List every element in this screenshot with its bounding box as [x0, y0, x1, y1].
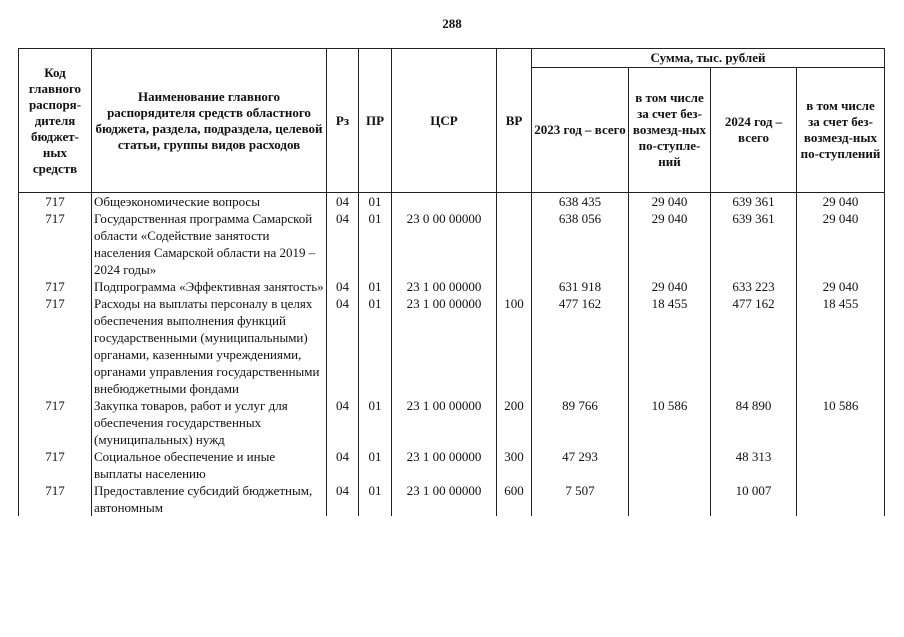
- row-vr: 100: [497, 295, 532, 397]
- header-rz: Рз: [327, 49, 359, 193]
- row-name: Подпрограмма «Эффективная занятость»: [92, 278, 327, 295]
- row-csr: 23 0 00 00000: [392, 210, 497, 278]
- row-2024-free: [797, 482, 885, 516]
- row-2023-free: 29 040: [629, 210, 711, 278]
- row-vr: [497, 278, 532, 295]
- table-row: [19, 482, 885, 516]
- table-row: [19, 448, 885, 482]
- row-2024-total: 84 890: [711, 397, 797, 448]
- row-2023-free: [629, 482, 711, 516]
- row-vr: 200: [497, 397, 532, 448]
- table-row: [19, 397, 885, 448]
- row-vr: [497, 193, 532, 211]
- row-csr: [392, 193, 497, 211]
- row-csr: 23 1 00 00000: [392, 482, 497, 516]
- header-sum: Сумма, тыс. рублей: [532, 49, 885, 68]
- row-vr: 300: [497, 448, 532, 482]
- row-2024-total: 639 361: [711, 210, 797, 278]
- row-name: Общеэкономические вопросы: [92, 193, 327, 211]
- header-pr: ПР: [359, 49, 392, 193]
- table-row: [19, 210, 885, 278]
- row-code: 717: [19, 193, 92, 211]
- row-pr: 01: [359, 278, 392, 295]
- row-name: Предоставление субсидий бюджетным, автономным: [92, 482, 327, 516]
- header-2023-total: 2023 год – всего: [532, 68, 629, 193]
- header-2023-free: в том числе за счет без-возмезд-ных по-ступле-ний: [629, 68, 711, 193]
- row-csr: 23 1 00 00000: [392, 278, 497, 295]
- row-2023-total: 47 293: [532, 448, 629, 482]
- row-2024-total: 10 007: [711, 482, 797, 516]
- row-2023-total: 477 162: [532, 295, 629, 397]
- row-pr: 01: [359, 448, 392, 482]
- row-rz: 04: [327, 482, 359, 516]
- row-rz: 04: [327, 295, 359, 397]
- row-2024-total: 477 162: [711, 295, 797, 397]
- row-code: 717: [19, 397, 92, 448]
- row-2024-total: 639 361: [711, 193, 797, 211]
- header-2024-total: 2024 год – всего: [711, 68, 797, 193]
- row-pr: 01: [359, 210, 392, 278]
- row-code: 717: [19, 295, 92, 397]
- row-name: Закупка товаров, работ и услуг для обеспечения государственных (муниципальных) нужд: [92, 397, 327, 448]
- row-pr: 01: [359, 193, 392, 211]
- row-2024-free: 29 040: [797, 193, 885, 211]
- row-name: Социальное обеспечение и иные выплаты населению: [92, 448, 327, 482]
- row-2023-total: 7 507: [532, 482, 629, 516]
- row-code: 717: [19, 448, 92, 482]
- row-rz: 04: [327, 448, 359, 482]
- row-2024-free: 29 040: [797, 210, 885, 278]
- table-row: [19, 278, 885, 295]
- row-2024-total: 48 313: [711, 448, 797, 482]
- row-2024-free: 10 586: [797, 397, 885, 448]
- row-rz: 04: [327, 210, 359, 278]
- table-row: [19, 295, 885, 397]
- row-2024-free: 29 040: [797, 278, 885, 295]
- row-code: 717: [19, 278, 92, 295]
- header-2024-free: в том числе за счет без-возмезд-ных по-ступлений: [797, 68, 885, 193]
- header-csr: ЦСР: [392, 49, 497, 193]
- budget-table: [18, 48, 885, 516]
- row-2023-free: 29 040: [629, 278, 711, 295]
- page-number: 288: [442, 16, 462, 31]
- row-vr: 600: [497, 482, 532, 516]
- row-pr: 01: [359, 397, 392, 448]
- row-2023-free: 18 455: [629, 295, 711, 397]
- row-2024-total: 633 223: [711, 278, 797, 295]
- header-code: Код главного распоря-дителя бюджет-ных средств: [19, 49, 92, 193]
- row-2023-free: [629, 448, 711, 482]
- row-rz: 04: [327, 397, 359, 448]
- row-code: 717: [19, 210, 92, 278]
- row-2023-total: 89 766: [532, 397, 629, 448]
- row-2023-total: 638 056: [532, 210, 629, 278]
- header-vr: ВР: [497, 49, 532, 193]
- row-2024-free: [797, 448, 885, 482]
- row-rz: 04: [327, 278, 359, 295]
- row-pr: 01: [359, 295, 392, 397]
- row-name: Государственная программа Самарской области «Содействие занятости населения Самарской области на 2019 – 2024 годы»: [92, 210, 327, 278]
- row-pr: 01: [359, 482, 392, 516]
- row-csr: 23 1 00 00000: [392, 295, 497, 397]
- row-vr: [497, 210, 532, 278]
- row-name: Расходы на выплаты персоналу в целях обеспечения выполнения функций государственными (муниципальными) органами, казенными учреждениями, органами управления государственными внебюджетными фондами: [92, 295, 327, 397]
- row-2023-free: 10 586: [629, 397, 711, 448]
- row-2023-total: 631 918: [532, 278, 629, 295]
- row-2023-free: 29 040: [629, 193, 711, 211]
- row-code: 717: [19, 482, 92, 516]
- row-2023-total: 638 435: [532, 193, 629, 211]
- table-row: [19, 193, 885, 211]
- row-csr: 23 1 00 00000: [392, 448, 497, 482]
- header-name: Наименование главного распорядителя средств областного бюджета, раздела, подраздела, целевой статьи, группы видов расходов: [92, 49, 327, 193]
- row-2024-free: 18 455: [797, 295, 885, 397]
- row-rz: 04: [327, 193, 359, 211]
- row-csr: 23 1 00 00000: [392, 397, 497, 448]
